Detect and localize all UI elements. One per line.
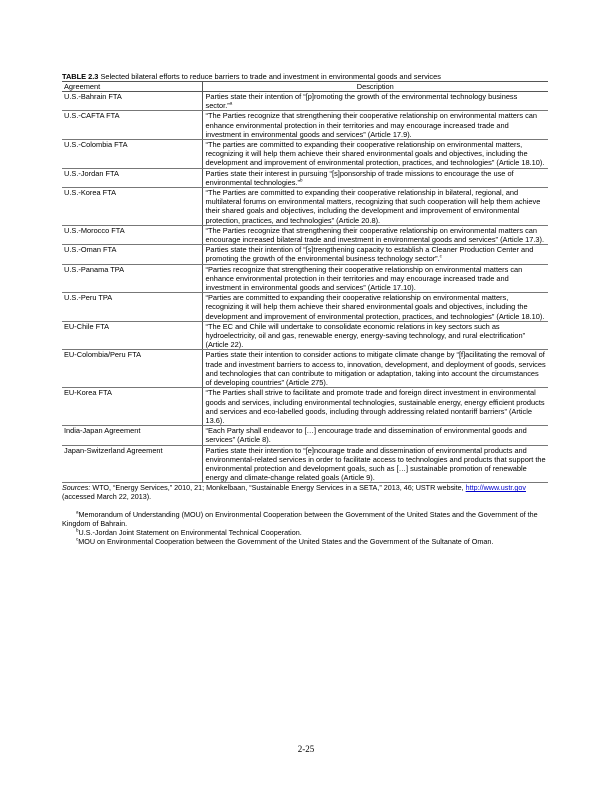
table-row <box>62 264 548 293</box>
footnote-marker: b <box>300 177 303 183</box>
agreement-cell: U.S.-Peru TPA <box>62 293 202 322</box>
description-text: “The Parties shall strive to facilitate and promote trade and foreign direct investment in environmental goods and services, including environmental technologies, sustainable energy, energy efficient products and services and eco-labelled goods, including through addressing related nontariff barriers” (Article 13.6). <box>205 388 545 425</box>
description-cell <box>202 111 548 140</box>
table-row <box>62 293 548 322</box>
agreement-cell: U.S.-Korea FTA <box>62 188 202 226</box>
table-row <box>62 168 548 187</box>
description-text: “Each Party shall endeavor to […] encourage trade and dissemination of environmental goods and services” (Article 8). <box>205 426 527 445</box>
agreement-cell: India-Japan Agreement <box>62 426 202 445</box>
agreements-table <box>62 82 548 483</box>
footnotes <box>62 511 548 546</box>
table-caption <box>62 72 548 82</box>
agreement-cell: Japan-Switzerland Agreement <box>62 445 202 483</box>
agreement-cell: U.S.-Panama TPA <box>62 264 202 293</box>
description-text: “Parties are committed to expanding their cooperative relationship on environmental matters, recognizing it will help them achieve their shared environmental goals and objectives, including the development and improvement of environmental protection, practices, and technologies” (Article 18.10). <box>205 293 545 321</box>
table-row <box>62 140 548 169</box>
table-row <box>62 321 548 350</box>
table-row <box>62 245 548 264</box>
description-cell <box>202 321 548 350</box>
description-text: “The Parties recognize that strengthening their cooperative relationship on environmental matters can enhance environmental protection in their territories and may encourage increased trade and investment in environmental goods and services” (Article 17.9). <box>205 111 538 139</box>
description-text: Parties state their intention of “[s]trengthening capacity to establish a Cleaner Production Center and promoting the growth of the environmental business technology sector”. <box>205 245 534 264</box>
agreement-cell: EU-Chile FTA <box>62 321 202 350</box>
ustr-link[interactable]: http://www.ustr.gov <box>465 483 526 493</box>
agreement-cell: EU-Colombia/Peru FTA <box>62 350 202 388</box>
table-header-row <box>62 82 548 92</box>
agreement-cell: EU-Korea FTA <box>62 388 202 426</box>
description-text: Parties state their interest in pursuing “[s]ponsorship of trade missions to encourage the use of environmental technologies.” <box>205 168 514 187</box>
header-description: Description <box>202 82 548 92</box>
sources-text: WTO, “Energy Services,” 2010, 21; Monkelbaan, “Sustainable Energy Services in a SETA,” 2013, 46; USTR website, <box>90 483 466 493</box>
table-caption-label: TABLE 2.3 <box>62 72 99 81</box>
page-number: 2-25 <box>297 744 315 754</box>
table-caption-text: Selected bilateral efforts to reduce barriers to trade and investment in environmental goods and services <box>100 72 441 81</box>
description-cell <box>202 293 548 322</box>
description-text: Parties state their intention of “[p]romoting the growth of the environmental technology business sector.” <box>205 92 518 111</box>
footnote-c: $^c$MOU on Environmental Cooperation between the Government of the United States and the Government of the Sultanate of Oman. <box>76 536 494 546</box>
table-body <box>62 92 548 483</box>
table-row <box>62 225 548 244</box>
description-cell <box>202 445 548 483</box>
agreement-cell: U.S.-Oman FTA <box>62 245 202 264</box>
description-text: “The parties are committed to expanding their cooperative relationship on environmental matters, recognizing it will help them achieve their shared environmental goals and objectives, including the development and improvement of environmental protection, practices, and technologies” (Article 18.10). <box>205 140 545 168</box>
agreement-cell: U.S.-CAFTA FTA <box>62 111 202 140</box>
description-text: “The EC and Chile will undertake to consolidate economic relations in key sectors such as hydroelectricity, oil and gas, renewable energy, energy-saving technology, and rural electrification” (Article 22). <box>205 321 526 350</box>
description-cell <box>202 426 548 445</box>
sources-after: (accessed March 22, 2013). <box>62 492 152 502</box>
description-cell <box>202 245 548 264</box>
table-row <box>62 388 548 426</box>
agreement-cell: U.S.-Bahrain FTA <box>62 92 202 111</box>
table-row <box>62 92 548 111</box>
footnote-a: $^a$Memorandum of Understanding (MOU) on Environmental Cooperation between the Government of the United States and the Government of the Kingdom of Bahrain. <box>62 509 538 529</box>
footnote-marker: a <box>229 100 233 106</box>
table-row <box>62 445 548 483</box>
footnote-marker: c <box>439 253 442 259</box>
footnote-b: $^b$U.S.-Jordan Joint Statement on Environmental Technical Cooperation. <box>76 527 302 537</box>
agreement-cell: U.S.-Jordan FTA <box>62 168 202 187</box>
header-agreement: Agreement <box>62 82 202 92</box>
description-cell <box>202 140 548 169</box>
description-cell <box>202 92 548 111</box>
description-text: Parties state their intention to consider actions to mitigate climate change by “[f]acilitating the removal of trade and investment barriers to access to, innovation, development, and deployment of goods, services and technologies that can contribute to mitigation or adaptation, taking into account the circumstances of developing countries” (Article 275). <box>205 350 546 388</box>
table-row <box>62 350 548 388</box>
description-cell <box>202 350 548 388</box>
table-row <box>62 111 548 140</box>
description-cell <box>202 188 548 226</box>
description-cell <box>202 168 548 187</box>
description-text: Parties state their intention to “[e]ncourage trade and dissemination of environmental products and environmental-related services in order to facilitate access to technologies and products that support the environmental protection and development goals, such as […] sustainable promotion of renewable energy and climate-change related goals (Article 9). <box>205 445 546 483</box>
description-cell <box>202 264 548 293</box>
description-cell <box>202 388 548 426</box>
description-cell <box>202 225 548 244</box>
table-row <box>62 426 548 445</box>
description-text: “Parties recognize that strengthening their cooperative relationship on environmental matters can enhance environmental protection in their territories and may encourage increased trade and investment in environmental goods and services” (Article 17.10). <box>205 264 523 293</box>
sources-note <box>62 483 548 501</box>
description-text: “The Parties recognize that strengthening their cooperative relationship on environmental matters can encourage increased bilateral trade and investment in environmental goods and services” (Article 17.3). <box>205 225 545 245</box>
document-page <box>62 72 548 547</box>
table-row <box>62 188 548 226</box>
agreement-cell: U.S.-Colombia FTA <box>62 140 202 169</box>
sources-label: Sources: <box>62 483 91 493</box>
description-text: “The Parties are committed to expanding their cooperative relationship in bilateral, regional, and multilateral forums on environmental matters, recognizing that such cooperation will help them achieve their shared goals and objectives, including the development and improvement of environmental protection, practices, and technologies” (Article 20.8). <box>205 188 541 225</box>
agreement-cell: U.S.-Morocco FTA <box>62 225 202 244</box>
